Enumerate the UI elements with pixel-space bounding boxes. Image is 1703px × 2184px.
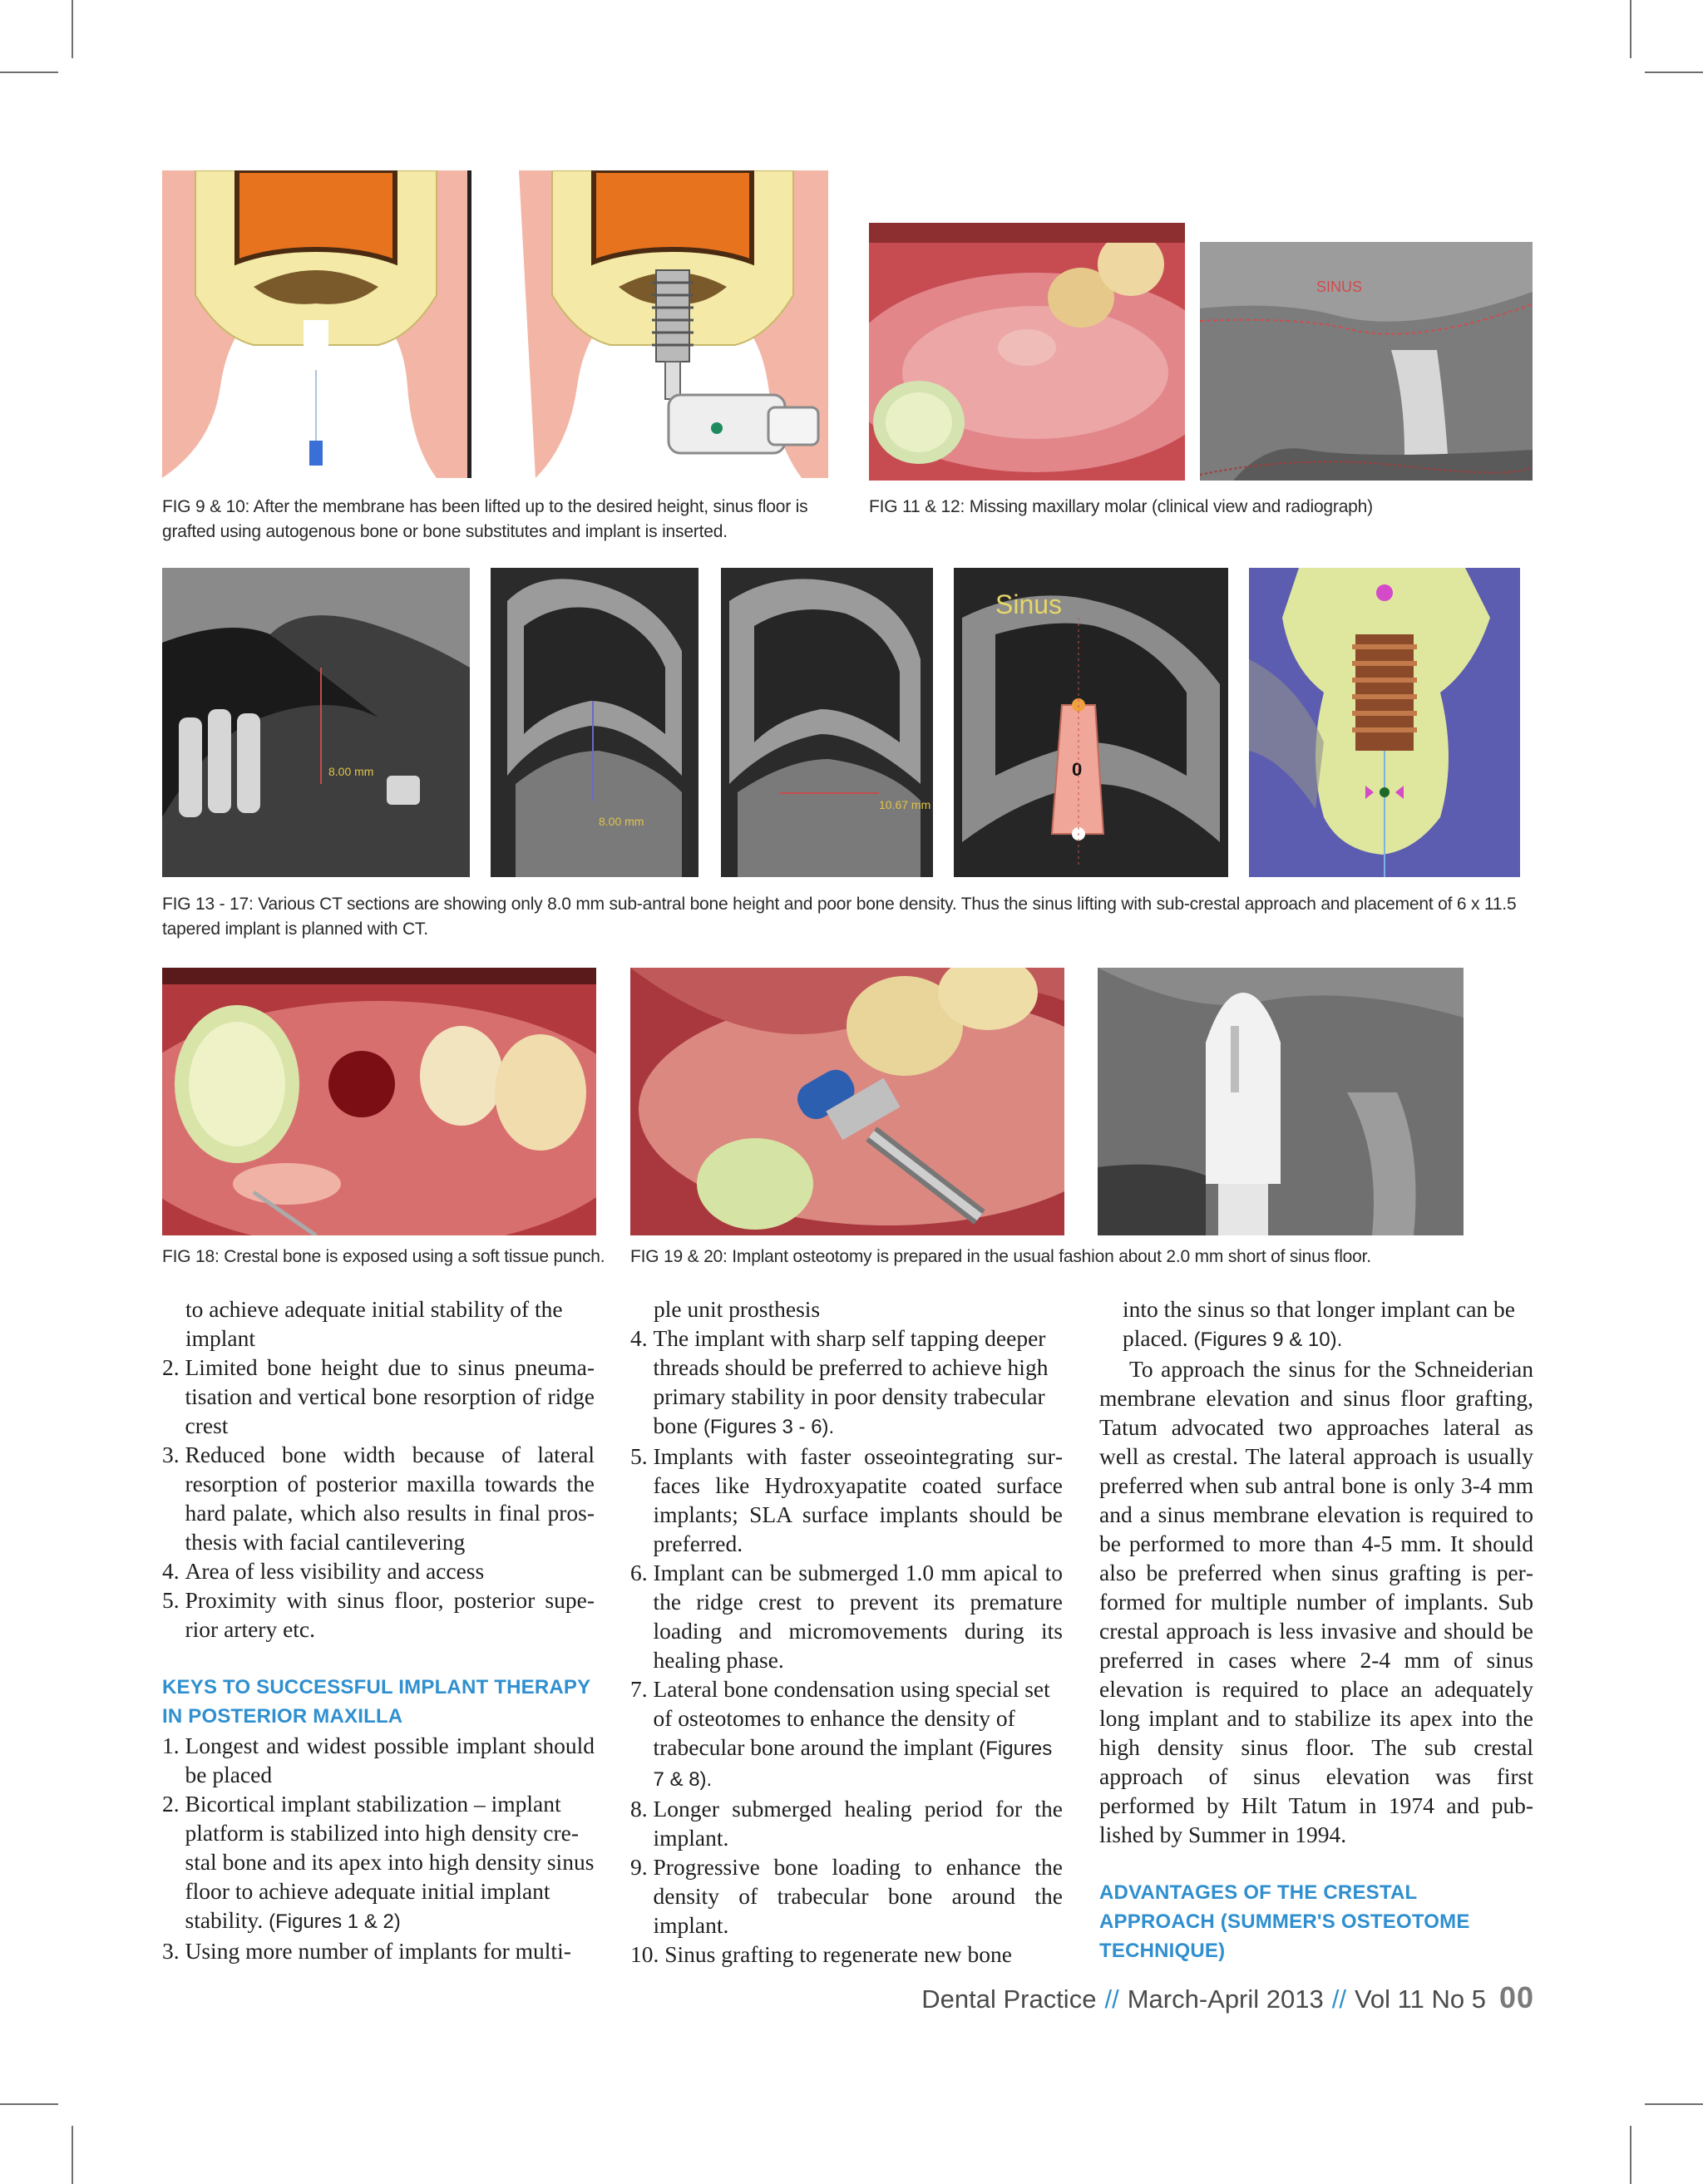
- issue-date: March-April 2013: [1127, 1984, 1324, 2014]
- fig19-clinical-photo: [630, 968, 1064, 1235]
- section-heading: KEYS TO SUCCESSFUL IMPLANT THERAPY IN POSTERIOR MAXILLA: [162, 1676, 590, 1728]
- figure-reference: (Figures 3 - 6).: [703, 1416, 835, 1438]
- list-item: 4. Area of less visibility and access: [162, 1558, 485, 1584]
- list-item: 4. The implant with sharp self tapping deeper threads should be preferred to achieve high primary stability in poor density trabecular bone (Figures 3 - 6).: [630, 1325, 1049, 1438]
- list-item: 6. Implant can be submerged 1.0 mm apical to the ridge crest to prevent its premature loading and micromovements during its healing phase.: [630, 1560, 1063, 1673]
- fig11-12-caption: FIG 11 & 12: Missing maxillary molar (clinical view and radiograph): [869, 497, 1373, 516]
- fig19-20-caption: FIG 19 & 20: Implant osteotomy is prepared in the usual fashion about 2.0 mm short of sinus floor.: [630, 1247, 1371, 1266]
- fig18-caption: FIG 18: Crestal bone is exposed using a soft tissue punch.: [162, 1247, 605, 1266]
- journal-name: Dental Practice: [921, 1984, 1097, 2014]
- fig20-radiograph: [1098, 968, 1464, 1235]
- text-column-3: [1099, 1294, 1533, 1965]
- list-item: 1. Longest and widest possible implant should be placed: [162, 1733, 595, 1787]
- fig9-10-caption: FIG 9 & 10: After the membrane has been lifted up to the desired height, sinus floor is grafted using autogenous bone or bone substitutes and implant is inserted.: [162, 497, 808, 541]
- figure-reference: (Figures 1 & 2): [269, 1910, 401, 1933]
- crop-mark: [1630, 2126, 1631, 2184]
- fig13-ct-section: [162, 568, 470, 877]
- crop-mark: [1630, 0, 1631, 58]
- list-item-continuation: to achieve adequate initial stability of the implant: [185, 1296, 563, 1351]
- volume-number: Vol 11 No 5: [1354, 1984, 1486, 2014]
- text-column-1: [162, 1294, 595, 1965]
- list-item: 9. Progressive bone loading to enhance the density of trabecular bone around the implant.: [630, 1854, 1063, 1938]
- divider-line: [467, 170, 471, 478]
- fig17-3d-model: [1249, 568, 1520, 877]
- page-number: 00: [1498, 1980, 1534, 2014]
- list-item: 10. Sinus grafting to regenerate new bone: [630, 1941, 1012, 1967]
- ct-measure-label: 8.00 mm: [599, 815, 644, 828]
- fig9-diagram: [162, 170, 471, 478]
- list-item-continuation: ple unit prosthesis: [654, 1296, 821, 1322]
- figure-reference: (Figures 7 & 8).: [653, 1738, 1053, 1791]
- list-item-continuation: into the sinus so that longer implant can be placed. (Figures 9 & 10).: [1123, 1296, 1515, 1351]
- list-item: 2. Limited bone height due to sinus pneumatisation and vertical bone resorption of ridge crest: [162, 1354, 595, 1438]
- crop-mark: [72, 2126, 73, 2184]
- list-item: 8. Longer submerged healing period for the implant.: [630, 1796, 1063, 1851]
- figure-reference: (Figures 9 & 10).: [1193, 1329, 1343, 1351]
- footer-separator: //: [1331, 1984, 1346, 2014]
- crop-mark: [1645, 71, 1703, 73]
- list-item: 5. Implants with faster osseointegrating surfaces like Hydroxyapatite coated surface implants; SLA surface implants should be preferred.: [630, 1443, 1063, 1556]
- fig15-ct-section: [721, 568, 933, 877]
- section-heading: ADVANTAGES OF THE CRESTAL APPROACH (SUMMER'S OSTEOTOME TECHNIQUE): [1099, 1881, 1470, 1962]
- list-item: 3. Using more number of implants for multi-: [162, 1938, 571, 1964]
- crop-mark: [1645, 2103, 1703, 2105]
- fig10-diagram: [519, 170, 828, 478]
- list-item: 7. Lateral bone condensation using special set of osteotomes to enhance the density of trabecular bone around the implant (Figures 7 & 8).: [630, 1676, 1053, 1791]
- ct-measure-label: 10.67 mm: [879, 798, 931, 811]
- crop-mark: [72, 0, 73, 58]
- radiograph-sinus-label: SINUS: [1316, 279, 1363, 295]
- footer-separator: //: [1104, 1984, 1119, 2014]
- fig12-radiograph: [1200, 242, 1533, 481]
- fig11-clinical-photo: [869, 223, 1185, 481]
- page-footer: [921, 1980, 1534, 2015]
- list-item: 2. Bicortical implant stabilization – implant platform is stabilized into high density crestal bone and its apex into high density sinus floor to achieve adequate initial implant stability. (Figures 1 & 2): [162, 1791, 595, 1933]
- fig13-17-caption: FIG 13 - 17: Various CT sections are showing only 8.0 mm sub-antral bone height and poor bone density. Thus the sinus lifting with sub-crestal approach and placement of 6 x 11.5 tapered implant is planned with CT.: [162, 895, 1517, 939]
- fig14-ct-section: [491, 568, 698, 877]
- ct-sinus-label: Sinus: [995, 589, 1063, 619]
- body-paragraph: To approach the sinus for the Schneiderian membrane elevation and sinus floor grafting, Tatum advocated two approaches lateral as well as crestal. The lateral approach is usually preferred when sub antral bone is only 3-4 mm and a sinus membrane elevation is required to be performed to more than 4-5 mm. It should also be preferred when sinus grafting is performed for multiple number of implants. Sub crestal approach is less invasive and should be preferred in cases where 2-4 mm of sinus elevation is required to place an adequately long implant and to stabilize its apex into the high density sinus floor. The sub crestal approach of sinus elevation was first performed by Hilt Tatum in 1974 and published by Summer in 1994.: [1099, 1356, 1533, 1847]
- fig16-ct-planning: [954, 568, 1228, 877]
- ct-measure-label: 8.00 mm: [328, 765, 374, 778]
- fig18-clinical-photo: [162, 968, 596, 1235]
- list-item: 3. Reduced bone width because of lateral resorption of posterior maxilla towards the hard palate, which also results in final prosthesis with facial cantilevering: [162, 1442, 595, 1555]
- crop-mark: [0, 71, 58, 73]
- crop-mark: [0, 2103, 58, 2105]
- list-item: 5. Proximity with sinus floor, posterior superior artery etc.: [162, 1587, 595, 1642]
- text-column-2: [630, 1294, 1063, 1969]
- ct-zero-label: 0: [1072, 759, 1083, 780]
